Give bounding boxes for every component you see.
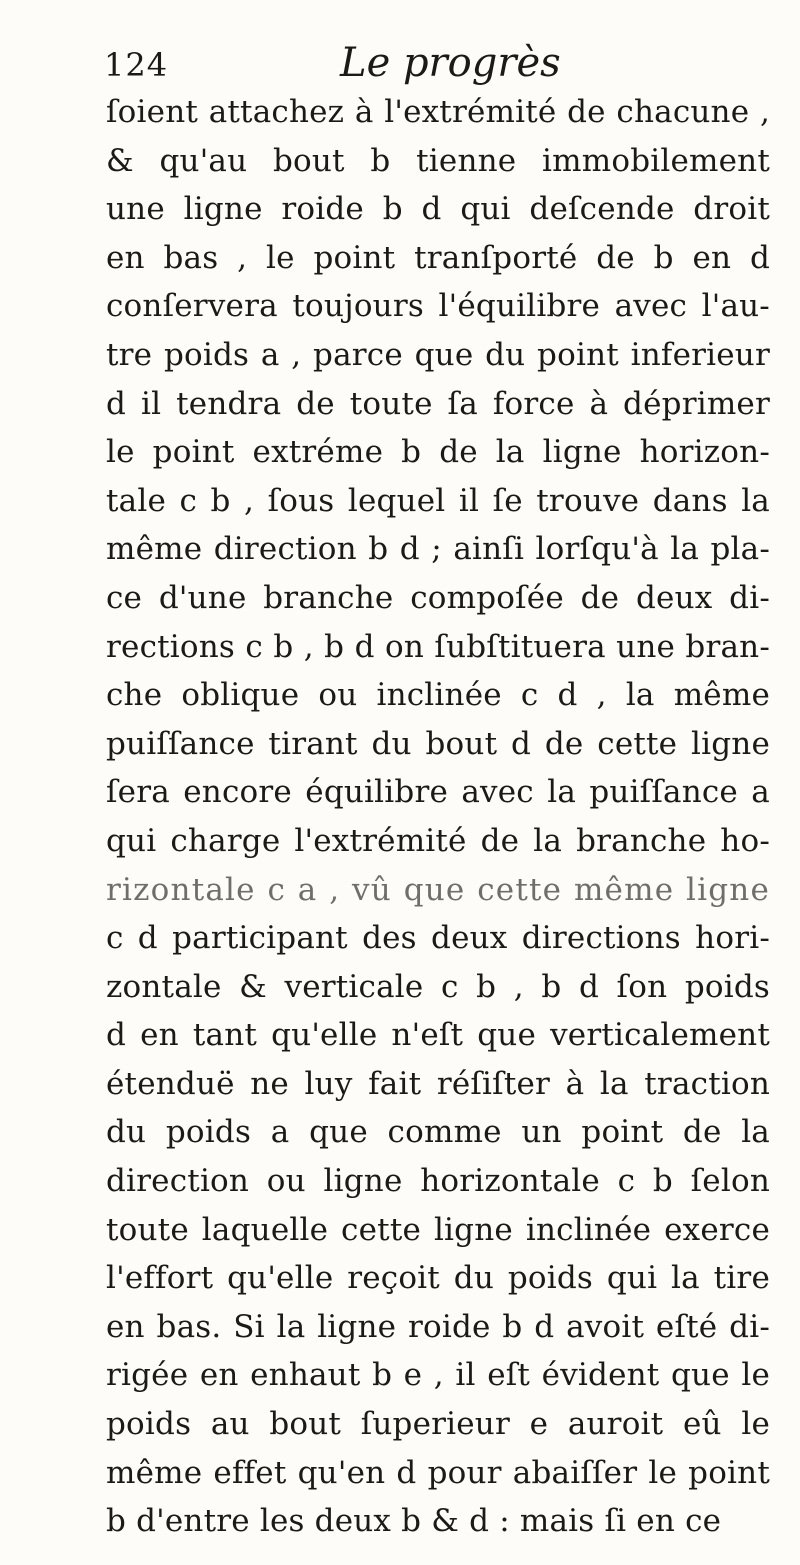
text-line: direction ou ligne horizontale c b ſelon [106, 1163, 770, 1200]
text-line: le point extréme b de la ligne horizon- [106, 434, 770, 471]
text-line: même effet qu'en d pour abaiſſer le point [106, 1454, 770, 1491]
text-line: ce d'une branche compoſée de deux di- [106, 579, 770, 616]
page-number: 124 [104, 46, 169, 84]
running-head [104, 40, 764, 90]
text-line: même direction b d ; ainſi lorſqu'à la pla- [106, 531, 770, 568]
text-line: étenduë ne luy fait réſiſter à la traction [106, 1065, 770, 1102]
text-line: & qu'au bout b tienne immobilement [106, 142, 770, 179]
body-text [106, 88, 770, 1546]
text-line: en bas , le point tranſporté de b en d [106, 239, 770, 276]
text-line: puiſſance tirant du bout d de cette ligne [106, 725, 770, 762]
text-line: ſoient attachez à l'extrémité de chacune , [106, 94, 770, 130]
text-line: d il tendra de toute ſa force à déprimer [106, 385, 770, 422]
text-line: toute laquelle cette ligne inclinée exerce [106, 1211, 770, 1248]
text-line: poids au bout ſuperieur e auroit eû le [106, 1406, 770, 1443]
text-line: l'effort qu'elle reçoit du poids qui la tire [106, 1260, 770, 1297]
text-line: une ligne roide b d qui deſcende droit [106, 191, 770, 228]
text-line: en bas. Si la ligne roide b d avoit eſté di- [106, 1308, 770, 1345]
text-line: qui charge l'extrémité de la branche ho- [106, 822, 770, 859]
text-line: conſervera toujours l'équilibre avec l'au- [106, 288, 770, 325]
text-line: ſera encore équilibre avec la puiſſance a [106, 774, 770, 811]
text-line: che oblique ou inclinée c d , la même [106, 677, 770, 714]
text-line: rections c b , b d on ſubſtituera une bran- [106, 628, 770, 665]
running-title: Le progrès [340, 40, 561, 86]
text-line: zontale & verticale c b , b d ſon poids [106, 968, 770, 1005]
text-line: du poids a que comme un point de la [106, 1114, 770, 1151]
text-line: tre poids a , parce que du point inferieur [106, 336, 770, 373]
text-line: d en tant qu'elle n'eſt que verticalement [106, 1017, 770, 1054]
text-line: b d'entre les deux b & d : mais ſi en ce [106, 1503, 722, 1540]
text-line: tale c b , ſous lequel il ſe trouve dans la [106, 482, 770, 519]
text-line: c d participant des deux directions hori- [106, 920, 770, 957]
text-line: rigée en enhaut b e , il eſt évident que le [106, 1357, 770, 1394]
text-line-damaged: rizontale c a , vû que cette même ligne [106, 871, 770, 908]
